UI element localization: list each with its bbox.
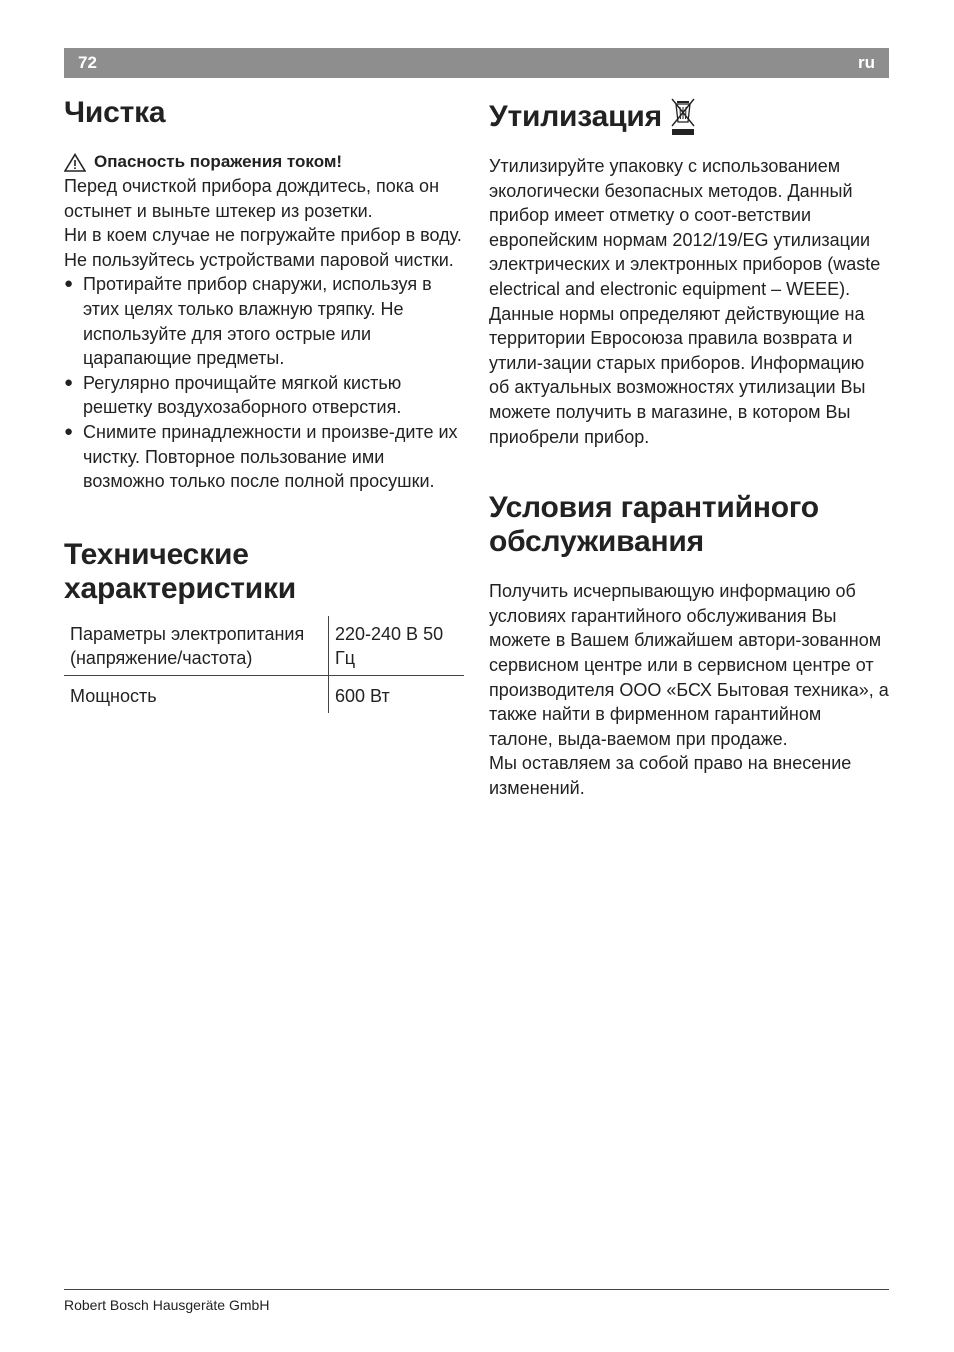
specs-heading: Технические характеристики [64,537,297,605]
warranty-heading: Условия гарантийного обслуживания [489,491,819,559]
list-item: ● Регулярно прочищайте мягкой кистью решетку воздухозаборного отверстия. [64,372,402,418]
cleaning-heading: Чистка [64,96,166,129]
specs-table [64,616,464,713]
footer-divider [64,1289,889,1290]
footer-company: Robert Bosch Hausgeräte GmbH [64,1297,270,1313]
cleaning-paragraph: Ни в коем случае не погружайте прибор в воду. [64,225,462,246]
left-column [64,96,464,713]
specs-value-cell: 600 Вт [335,685,390,706]
bullet-icon: ● [64,373,74,391]
cleaning-paragraph: Перед очисткой прибора дождитесь, пока он остынет и выньте штекер из розетки. [64,176,440,221]
bullet-icon: ● [64,275,74,293]
specs-param-cell: Мощность [64,675,329,712]
warranty-paragraph: Получить исчерпывающую информацию об условиях гарантийного обслуживания Вы можете в Вашем ближайшем автори-зованном сервисном центре или в сервисном центре от производителя ООО «БСХ Бытовая техника», а также найти в фирменном гарантийном талоне, выда-ваемом при продаже. [489,581,889,749]
warning-triangle-icon [64,153,86,172]
specs-value-cell: 220-240 В 50 Гц [329,616,465,676]
table-row [64,675,464,712]
cleaning-paragraph: Не пользуйтесь устройствами паровой чистки. [64,249,454,270]
disposal-heading-row [489,96,889,134]
right-column [489,96,889,800]
list-item: ● Протирайте прибор снаружи, используя в этих целях только влажную тряпку. Не используйте для этого острые или царапающие предметы. [64,274,432,369]
page-number: 72 [78,53,97,72]
list-item: ● Снимите принадлежности и произве-дите их чистку. Повторное пользование ими возможно только после полной просушки. [64,421,458,492]
crossed-bin-icon [668,96,698,138]
warranty-paragraph: Мы оставляем за собой право на внесение изменений. [489,753,852,798]
bullet-icon: ● [64,422,74,440]
page-header-bar [64,48,889,78]
language-code: ru [858,53,875,72]
cleaning-bullet-list [64,272,464,493]
disposal-text: Утилизируйте упаковку с использованием экологически безопасных методов. Данный прибор имеет отметку о соот-ветствии европейским нормам 2012/19/EG утилизации электрических и электронных приборов (waste electrical and electronic equipment – WEEE). Данные нормы определяют действующие на территории Евросоюза правила возврата и утили-зации старых приборов. Информацию об актуальных возможностях утилизации Вы можете получить в магазине, в котором Вы приобрели прибор. [489,156,881,447]
table-row [64,616,464,676]
disposal-heading: Утилизация [489,100,662,133]
electric-shock-warning [64,150,464,174]
warning-title: Опасность поражения током! [94,152,343,171]
specs-param-cell: Параметры электропитания (напряжение/частота) [64,616,329,676]
